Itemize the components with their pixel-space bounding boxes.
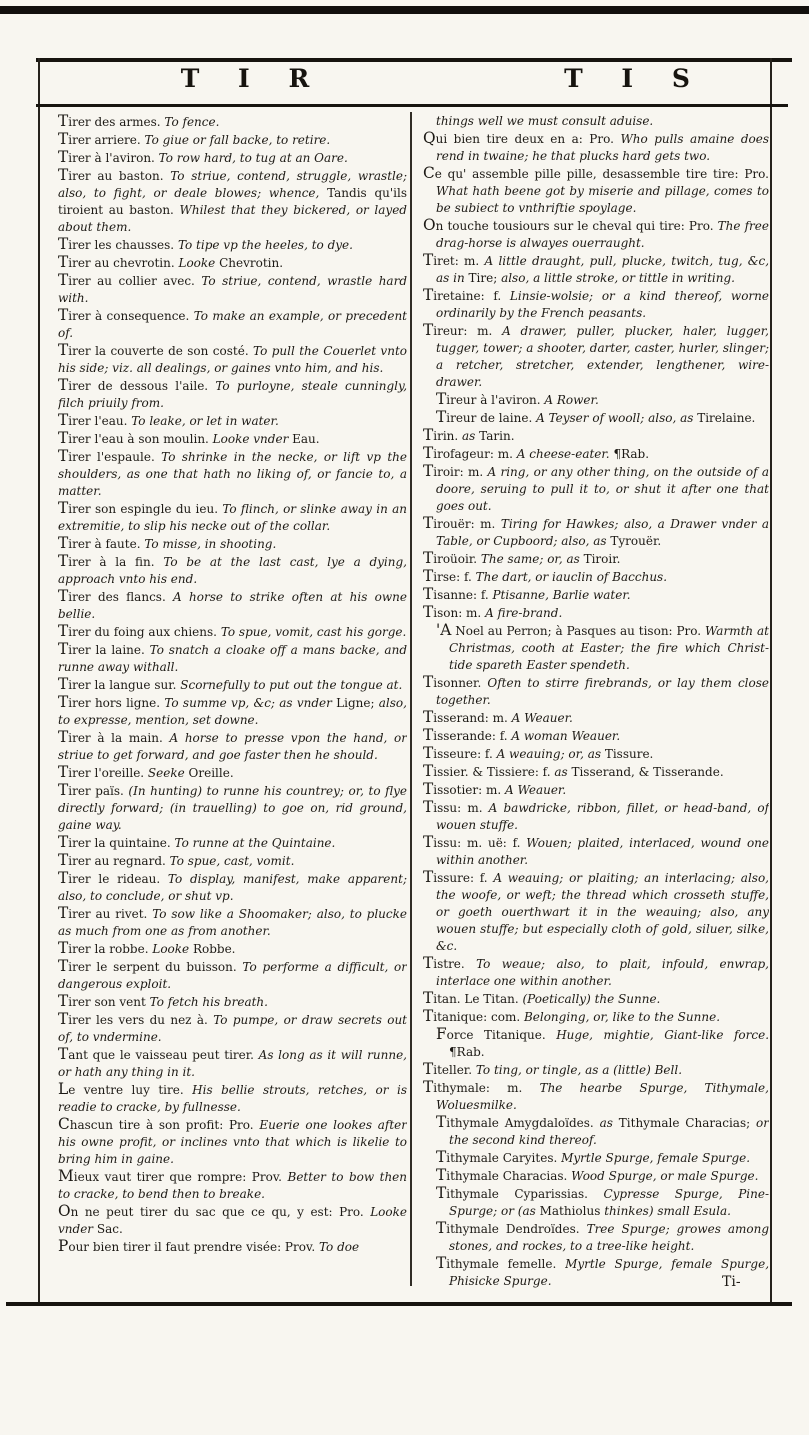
entry-gloss-text: The hearbe Spurge, Tithymale, Woluesmilke. [436, 1081, 769, 1112]
dictionary-entry [423, 130, 769, 165]
dictionary-entry [58, 1238, 407, 1256]
dictionary-entry [58, 1046, 407, 1081]
entry-gloss-text: Euerie one lookes after his owne profit, or inclines vnto that which is likelie to bring him in gaine. [58, 1118, 407, 1166]
entry-headword-text: Tithymale Cyparissias. [436, 1184, 604, 1202]
entry-headword-text: Tandis qu'ils tiroient au baston. [58, 186, 407, 217]
dictionary-entry [423, 427, 769, 445]
entry-gloss-text: What hath beene got by miserie and pillage, comes to be subiect to vnthriftie spoylage. [436, 184, 769, 215]
dictionary-entry [423, 1026, 769, 1061]
entry-headword-text: Pour bien tirer il faut prendre visée: Prov. [58, 1237, 319, 1255]
entry-gloss-text: To misse, in shooting. [144, 537, 277, 551]
entry-headword-text: Mieux vaut tirer que rompre: Prov. [58, 1167, 288, 1185]
entry-gloss-text: To row hard, to tug at an Oare. [158, 151, 348, 165]
entry-headword-text: Tissu: m. [423, 798, 489, 816]
entry-headword-text: Tirer la quintaine. [58, 833, 175, 851]
entry-headword-text: Tisserande: f. [423, 726, 512, 744]
text-column-left [58, 113, 407, 1295]
entry-headword-text: Tirer à la main. [58, 728, 170, 746]
entry-headword-text: Tirer à consequence. [58, 306, 194, 324]
entry-headword-text: Tireur: m. [423, 321, 503, 339]
entry-headword-text: Tiroir: m. [423, 462, 488, 480]
entry-headword-text: Tirer la couverte de son costé. [58, 341, 254, 359]
entry-headword-text: Tirer l'espaule. [58, 447, 162, 465]
dictionary-entry [58, 412, 407, 430]
entry-headword-text: Tirer des flancs. [58, 587, 174, 605]
entry-gloss-text: To ting, or tingle, as a (little) Bell. [475, 1063, 683, 1077]
entry-headword-text: Titanique: com. [423, 1007, 524, 1025]
entry-gloss-text: A ring, or any other thing, on the outside of a doore, seruing to pull it to, or shut it after one that goes out. [436, 465, 769, 513]
entry-headword-text: Tiroir. [583, 552, 621, 566]
entry-headword-text: Tisanne: f. [423, 585, 493, 603]
dictionary-entry [423, 252, 769, 287]
entry-gloss-text: The same; or, as [480, 552, 584, 566]
dictionary-entry [423, 113, 769, 130]
entry-headword-text: Chascun tire à son profit: Pro. [58, 1115, 260, 1133]
entry-gloss-text: (Poetically) the Sunne. [522, 992, 661, 1006]
entry-gloss-text: To be at the last cast, lye a dying, approach vnto his end. [58, 555, 407, 586]
dictionary-entry [423, 622, 769, 674]
dictionary-entry [58, 1081, 407, 1116]
dictionary-entry [58, 272, 407, 307]
dictionary-entry [423, 1255, 769, 1290]
entry-headword-text: ¶Rab. [613, 447, 650, 461]
dictionary-entry [58, 500, 407, 535]
catchword: Ti- [722, 1274, 741, 1290]
dictionary-entry [58, 236, 407, 254]
dictionary-entry [58, 905, 407, 940]
dictionary-entry [423, 1149, 769, 1167]
entry-gloss-text: Looke [178, 256, 220, 270]
dictionary-entry [423, 763, 769, 781]
entry-gloss-text: as [599, 1116, 619, 1130]
entry-gloss-text: Tiring for Hawkes; also, a Drawer vnder a Table, or Cupboord; also, as [436, 517, 769, 548]
entry-headword-text: Tarin. [479, 429, 515, 443]
entry-gloss-text: To display, manifest, make apparent; also, to conclude, or shut vp. [58, 872, 407, 903]
entry-headword-text: Tissu: m. uë: f. [423, 833, 527, 851]
entry-headword-text: Tirse: f. [423, 567, 476, 585]
entry-headword-text: Tiret: m. [423, 251, 485, 269]
entry-headword-text: Tyrouër. [610, 534, 662, 548]
entry-gloss-text: To pumpe, or draw secrets out of, to vndermine. [58, 1013, 407, 1044]
entry-headword-text: Oreille. [188, 766, 234, 780]
dictionary-entry [58, 131, 407, 149]
dictionary-entry [58, 940, 407, 958]
entry-headword-text: Tirer à l'aviron. [58, 148, 159, 166]
entry-headword-text: Force Titanique. [436, 1025, 557, 1043]
entry-gloss-text: To pull the Couerlet vnto his side; viz. all dealings, or gaines vnto him, and his. [58, 344, 407, 375]
entry-gloss-text: A Weauer. [511, 711, 573, 725]
entry-headword-text: Tirer la robbe. [58, 939, 153, 957]
dictionary-entry [423, 1008, 769, 1026]
dictionary-entry [423, 322, 769, 391]
scan-edge-band [0, 6, 809, 14]
bottom-rule [6, 1302, 792, 1306]
entry-headword-text: Tirer au baston. [58, 166, 171, 184]
dictionary-entry [58, 676, 407, 694]
entry-gloss-text: To flinch, or slinke away in an extremitie, to slip his necke out of the collar. [58, 502, 407, 533]
dictionary-entry [58, 553, 407, 588]
entry-gloss-text: Wood Spurge, or male Spurge. [571, 1169, 759, 1183]
entry-headword-text: Ce qu' assemble pille pille, desassemble tire tire: Pro. [423, 164, 769, 182]
dictionary-entry [423, 709, 769, 727]
entry-headword-text: Tisserand, & Tisserande. [571, 765, 724, 779]
dictionary-entry [58, 1116, 407, 1168]
entry-gloss-text: A weauing; or, as [496, 747, 605, 761]
dictionary-entry [58, 254, 407, 272]
entry-headword-text: Tithymale Characias. [436, 1166, 572, 1184]
entry-headword-text: Tirer au chevrotin. [58, 253, 179, 271]
dictionary-entry [423, 550, 769, 568]
entry-headword-text: Tirer du foing aux chiens. [58, 622, 221, 640]
entry-gloss-text: Warmth at Christmas, cooth at Easter; the fire which Christ-tide spareth Easter spendeth. [449, 624, 769, 672]
text-column-right [423, 113, 769, 1295]
header-rule [36, 104, 788, 107]
entry-gloss-text: A Weauer. [505, 783, 567, 797]
entry-gloss-text: His bellie strouts, retches, or is readie to cracke, by fullnesse. [58, 1083, 407, 1114]
dictionary-entry [58, 1203, 407, 1238]
entry-gloss-text: To doe [318, 1240, 360, 1254]
entry-headword-text: Sac. [96, 1222, 123, 1236]
entry-headword-text: Tiroüoir. [423, 549, 481, 567]
entry-headword-text: Tirer hors ligne. [58, 693, 165, 711]
dictionary-entry [423, 990, 769, 1008]
entry-gloss-text: A woman Weauer. [511, 729, 621, 743]
entry-headword-text: Qui bien tire deux en a: Pro. [423, 129, 621, 147]
entry-gloss-text: Seeke [147, 766, 189, 780]
entry-headword-text: Chevrotin. [219, 256, 284, 270]
entry-headword-text: Tirouër: m. [423, 514, 501, 532]
entry-headword-text: Le ventre luy tire. [58, 1080, 193, 1098]
dictionary-entry [423, 568, 769, 586]
dictionary-entry [58, 167, 407, 236]
running-head-left: T I R [180, 64, 325, 93]
dictionary-entry [423, 799, 769, 834]
entry-gloss-text: To weaue; also, to plait, infould, enwrap, interlace one within another. [436, 957, 769, 988]
dictionary-entry [423, 445, 769, 463]
entry-gloss-text: Myrtle Spurge, female Spurge. [561, 1151, 751, 1165]
entry-headword-text: Tirer la langue sur. [58, 675, 181, 693]
dictionary-entry [58, 834, 407, 852]
entry-gloss-text: To fence. [164, 115, 220, 129]
entry-headword-text: Tithymale Dendroïdes. [436, 1219, 587, 1237]
entry-gloss-text: Tree Spurge; growes among stones, and rockes, to a tree-like height. [449, 1222, 769, 1253]
entry-gloss-text: A Teyser of wooll; also, as [536, 411, 698, 425]
dictionary-entry [423, 165, 769, 217]
dictionary-entry [58, 729, 407, 764]
entry-headword-text: Tirer des armes. [58, 113, 165, 130]
entry-gloss-text: A fire-brand. [485, 606, 563, 620]
entry-gloss-text: Looke vnder [58, 1205, 407, 1236]
entry-gloss-text: To tipe vp the heeles, to dye. [177, 238, 353, 252]
entry-gloss-text: Looke vnder [212, 432, 293, 446]
entry-headword-text: Tirer au rivet. [58, 904, 153, 922]
dictionary-entry [58, 149, 407, 167]
dictionary-entry [58, 641, 407, 676]
column-divider-rule [410, 112, 412, 1286]
entry-headword-text: Tirer le serpent du buisson. [58, 957, 243, 975]
dictionary-entry [423, 1167, 769, 1185]
entry-gloss-text: Cypresse Spurge, Pine-Spurge; or (as [449, 1187, 769, 1218]
entry-headword-text: Tirer à faute. [58, 534, 145, 552]
dictionary-entry [423, 515, 769, 550]
entry-headword-text: Tireur de laine. [436, 408, 537, 426]
left-frame-rule [38, 58, 40, 1306]
entry-headword-text: Tirer l'oreille. [58, 763, 148, 781]
entry-headword-text: On touche tousiours sur le cheval qui tire: Pro. [423, 216, 718, 234]
dictionary-entry [423, 834, 769, 869]
entry-gloss-text: Myrtle Spurge, female Spurge, Phisicke Spurge. [449, 1257, 769, 1288]
entry-gloss-text: (In hunting) to runne his countrey; or, to flye directly forward; (in trauelling) to goe on, rid ground, gaine way. [58, 784, 407, 832]
entry-headword-text: Tithymale Caryites. [436, 1148, 562, 1166]
entry-headword-text: Tithymale Amygdaloïdes. [436, 1113, 600, 1131]
dictionary-entry [58, 958, 407, 993]
entry-gloss-text: To performe a difficult, or dangerous exploit. [58, 960, 407, 991]
entry-headword-text: 'A Noel au Perron; à Pasques au tison: Pro. [436, 621, 706, 639]
dictionary-entry [58, 870, 407, 905]
entry-gloss-text: Ptisanne, Barlie water. [492, 588, 631, 602]
entry-headword-text: Tireur à l'aviron. [436, 390, 545, 408]
entry-headword-text: Tire; [468, 271, 502, 285]
entry-headword-text: Tistre. [423, 954, 477, 972]
dictionary-entry [58, 852, 407, 870]
dictionary-entry [58, 1168, 407, 1203]
dictionary-entry [423, 604, 769, 622]
dictionary-entry [423, 727, 769, 745]
dictionary-entry [58, 113, 407, 131]
entry-headword-text: Tissier. & Tissiere: f. [423, 762, 555, 780]
entry-headword-text: Ligne; [336, 696, 379, 710]
entry-gloss-text: The free drag-horse is alwayes ouerraught. [436, 219, 769, 250]
entry-gloss-text: Looke [152, 942, 193, 956]
entry-headword-text: Tithymale femelle. [436, 1254, 566, 1272]
entry-headword-text: Tirer au collier avec. [58, 271, 202, 289]
entry-headword-text: Tithymale: m. [423, 1078, 540, 1096]
entry-gloss-text: To leake, or let in water. [131, 414, 279, 428]
entry-headword-text: Tirer l'eau à son moulin. [58, 429, 213, 447]
dictionary-entry [423, 1185, 769, 1220]
dictionary-entry [423, 745, 769, 763]
dictionary-entry [423, 781, 769, 799]
running-head-right: T I S [564, 64, 705, 93]
entry-gloss-text: Whilest that they bickered, or layed about them. [58, 203, 407, 234]
entry-gloss-text: To summe vp, &c; as vnder [164, 696, 337, 710]
entry-gloss-text: Who pulls amaine does rend in twaine; he that plucks hard gets two. [436, 132, 769, 163]
entry-gloss-text: To striue, contend, wrastle hard with. [58, 274, 407, 305]
entry-gloss-text: thinkes) small Esula. [604, 1204, 731, 1218]
entry-gloss-text: also, a little stroke, or tittle in writing. [501, 271, 735, 285]
entry-gloss-text: Wouen; plaited, interlaced, wound one within another. [436, 836, 769, 867]
entry-gloss-text: also, to expresse, mention, set downe. [58, 696, 407, 727]
entry-headword-text: Tissure: f. [423, 868, 494, 886]
entry-headword-text: Tirer le rideau. [58, 869, 168, 887]
entry-gloss-text: To snatch a cloake off a mans backe, and runne away withall. [58, 643, 407, 674]
entry-headword-text: Titeller. [423, 1060, 476, 1078]
dictionary-entry [58, 307, 407, 342]
entry-headword-text: Mathiolus [539, 1204, 605, 1218]
entry-gloss-text: To sow like a Shoomaker; also, to plucke as much from one as from another. [58, 907, 407, 938]
entry-gloss-text: Belonging, or, like to the Sunne. [523, 1010, 721, 1024]
entry-headword-text: Tirin. [423, 426, 463, 444]
entry-headword-text: Tant que le vaisseau peut tirer. [58, 1045, 259, 1063]
entry-gloss-text: To purloyne, steale cunningly, filch priuily from. [58, 379, 407, 410]
entry-headword-text: Tirer païs. [58, 781, 129, 799]
dictionary-entry [58, 694, 407, 729]
dictionary-entry [423, 1079, 769, 1114]
entry-headword-text: Tirer la laine. [58, 640, 150, 658]
entry-headword-text: Tisserand: m. [423, 708, 512, 726]
dictionary-entry [58, 342, 407, 377]
entry-gloss-text: To striue, contend, struggle, wrastle; also, to fight, or deale blowes; whence, [58, 169, 407, 200]
dictionary-entry [58, 623, 407, 641]
dictionary-entry [423, 391, 769, 409]
entry-headword-text: Tirer son espingle du ieu. [58, 499, 223, 517]
entry-gloss-text: Linsie-wolsie; or a kind thereof, worne ordinarily by the French peasants. [436, 289, 769, 320]
entry-gloss-text: or the second kind thereof. [449, 1116, 769, 1147]
entry-gloss-text: A bawdricke, ribbon, fillet, or head-band, of wouen stuffe. [436, 801, 769, 832]
entry-headword-text: Tirer de dessous l'aile. [58, 376, 216, 394]
entry-gloss-text: A Rower. [544, 393, 599, 407]
entry-gloss-text: To shrinke in the necke, or lift vp the shoulders, as one that hath no liking of, or fancie to, a matter. [58, 450, 407, 498]
entry-headword-text: Tirer les chausses. [58, 235, 178, 253]
entry-headword-text: Tisonner. [423, 673, 488, 691]
entry-gloss-text: A little draught, pull, plucke, twitch, tug, &c, as in [436, 254, 769, 285]
entry-gloss-text: Better to bow then to cracke, to bend then to breake. [58, 1170, 407, 1201]
entry-gloss-text: as [554, 765, 572, 779]
entry-headword-text: Tison: m. [423, 603, 486, 621]
dictionary-entry [58, 377, 407, 412]
dictionary-entry [58, 764, 407, 782]
dictionary-entry [58, 588, 407, 623]
dictionary-entry [423, 463, 769, 515]
dictionary-entry [423, 586, 769, 604]
entry-gloss-text: To fetch his breath. [149, 995, 268, 1009]
entry-headword-text: Tirer arriere. [58, 130, 145, 148]
dictionary-entry [423, 1220, 769, 1255]
dictionary-entry [423, 287, 769, 322]
dictionary-entry [58, 448, 407, 500]
entry-gloss-text: Often to stirre firebrands, or lay them close together. [436, 676, 769, 707]
dictionary-entry [423, 869, 769, 955]
entry-gloss-text: To giue or fall backe, to retire. [144, 133, 331, 147]
entry-headword-text: Tirer les vers du nez à. [58, 1010, 214, 1028]
entry-headword-text: Tirer l'eau. [58, 411, 132, 429]
entry-headword-text: Tissotier: m. [423, 780, 505, 798]
entry-gloss-text: A cheese-eater. [516, 447, 614, 461]
entry-headword-text: Tithymale Characias; [618, 1116, 757, 1130]
entry-headword-text: Tirer au regnard. [58, 851, 170, 869]
entry-headword-text: Tirofageur: m. [423, 444, 517, 462]
entry-gloss-text: as [462, 429, 480, 443]
dictionary-entry [58, 782, 407, 834]
dictionary-entry [423, 955, 769, 990]
entry-headword-text: Tissure. [604, 747, 654, 761]
entry-gloss-text: To spue, cast, vomit. [169, 854, 295, 868]
entry-gloss-text: A weauing; or plaiting; an interlacing; also, the woofe, or weft; the thread which crosseth stuffe, or goeth ouerthwart it in the weauing; also, any wouen stuffe; but especially cloth of gold, siluer, silke, &c. [436, 871, 769, 953]
dictionary-entry [58, 993, 407, 1011]
entry-headword-text: Tisseure: f. [423, 744, 497, 762]
entry-gloss-text: To runne at the Quintaine. [174, 836, 336, 850]
entry-headword-text: Robbe. [192, 942, 236, 956]
entry-headword-text: On ne peut tirer du sac que ce qu, y est: Pro. [58, 1202, 371, 1220]
entry-gloss-text: Scornefully to put out the tongue at. [180, 678, 403, 692]
dictionary-entry [423, 409, 769, 427]
dictionary-entry [58, 535, 407, 553]
entry-headword-text: ¶Rab. [449, 1045, 485, 1059]
entry-headword-text: Tiretaine: f. [423, 286, 510, 304]
entry-headword-text: Tirer son vent [58, 992, 150, 1010]
entry-gloss-text: To make an example, or precedent of. [58, 309, 407, 340]
entry-gloss-text: The dart, or iauclin of Bacchus. [475, 570, 668, 584]
dictionary-entry [58, 430, 407, 448]
entry-gloss-text: A horse to strike often at his owne bellie. [58, 590, 407, 621]
entry-gloss-text: As long as it will runne, or hath any thing in it. [58, 1048, 407, 1079]
entry-headword-text: Eau. [292, 432, 320, 446]
entry-gloss-text: A drawer, puller, plucker, haler, lugger, tugger, tower; a shooter, darter, caster, hurler, slinger; a retcher, stretcher, extender, lengthener, wire-drawer. [436, 324, 769, 389]
entry-gloss-text: A horse to presse vpon the hand, or striue to get forward, and goe faster then he should. [58, 731, 407, 762]
entry-headword-text: Tirer à la fin. [58, 552, 164, 570]
dictionary-entry [423, 1114, 769, 1149]
dictionary-entry [423, 1061, 769, 1079]
dictionary-entry [423, 674, 769, 709]
entry-gloss-text: things well we must consult aduise. [436, 114, 654, 128]
right-frame-rule [770, 58, 772, 1306]
entry-gloss-text: To spue, vomit, cast his gorge. [220, 625, 407, 639]
entry-headword-text: Tirelaine. [697, 411, 756, 425]
dictionary-entry [423, 217, 769, 252]
entry-headword-text: Titan. Le Titan. [423, 989, 523, 1007]
dictionary-entry [58, 1011, 407, 1046]
entry-gloss-text: Huge, mightie, Giant-like force. [556, 1028, 769, 1042]
